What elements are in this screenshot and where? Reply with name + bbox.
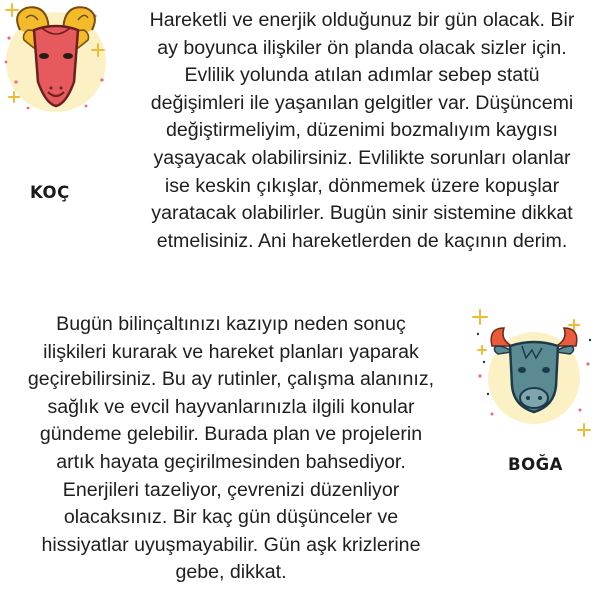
koc-line: ay boyunca ilişkiler ön planda olacak sizler için. <box>157 36 567 59</box>
ram-icon <box>0 0 112 130</box>
boga-horoscope-text <box>0 311 462 587</box>
boga-line: gündeme gelebilir. Burada plan ve projelerin <box>39 423 423 446</box>
boga-title: BOĞA <box>508 455 563 474</box>
koc-line: yaratacak olabilirler. Bugün sinir sistemine dikkat <box>151 202 573 225</box>
koc-line: etmelisiniz. Ani hareketlerden de kaçının derim. <box>156 229 568 252</box>
koc-horoscope-text <box>124 7 600 255</box>
bull-icon <box>470 306 598 438</box>
boga-line: ilişkileri kurarak ve hareket planları yaparak <box>43 340 419 363</box>
boga-line: gebe, dikkat. <box>175 561 287 584</box>
boga-line: hissiyatlar uyuşmayabilir. Gün aşk krizlerine <box>41 533 421 556</box>
boga-line: geçirebilirsiniz. Bu ay rutinler, çalışma alanınız, <box>27 368 435 391</box>
boga-line: artık hayata geçirilmesinden bahsediyor. <box>56 450 406 473</box>
koc-line: Hareketli ve enerjik olduğunuz bir gün olacak. Bir <box>149 9 575 31</box>
koc-line: Evlilik yolunda atılan adımlar sebep statü <box>184 64 540 87</box>
koc-line: değiştirmeliyim, düzenimi bozmalıyım kaygısı <box>166 119 558 142</box>
boga-line: Bugün bilinçaltınızı kazıyıp neden sonuç <box>56 313 406 335</box>
koc-line: yaşayacak olabilirsiniz. Evlilikte sorunları olanlar <box>153 146 571 169</box>
koc-title: KOÇ <box>30 183 70 202</box>
boga-line: Enerjileri tazeliyor, çevrenizi düzenliyor <box>62 478 400 501</box>
koc-line: ise keskin çıkışlar, dönmemek üzere kopuşlar <box>164 174 560 197</box>
boga-line: sağlık ve evcil hayvanlarınızla ilgili konular <box>47 395 415 418</box>
koc-line: değişimleri ile yaşanılan gelgitler var. Düşüncemi <box>150 91 574 114</box>
boga-line: olacaksınız. Bir kaç gün düşünceler ve <box>63 506 399 529</box>
